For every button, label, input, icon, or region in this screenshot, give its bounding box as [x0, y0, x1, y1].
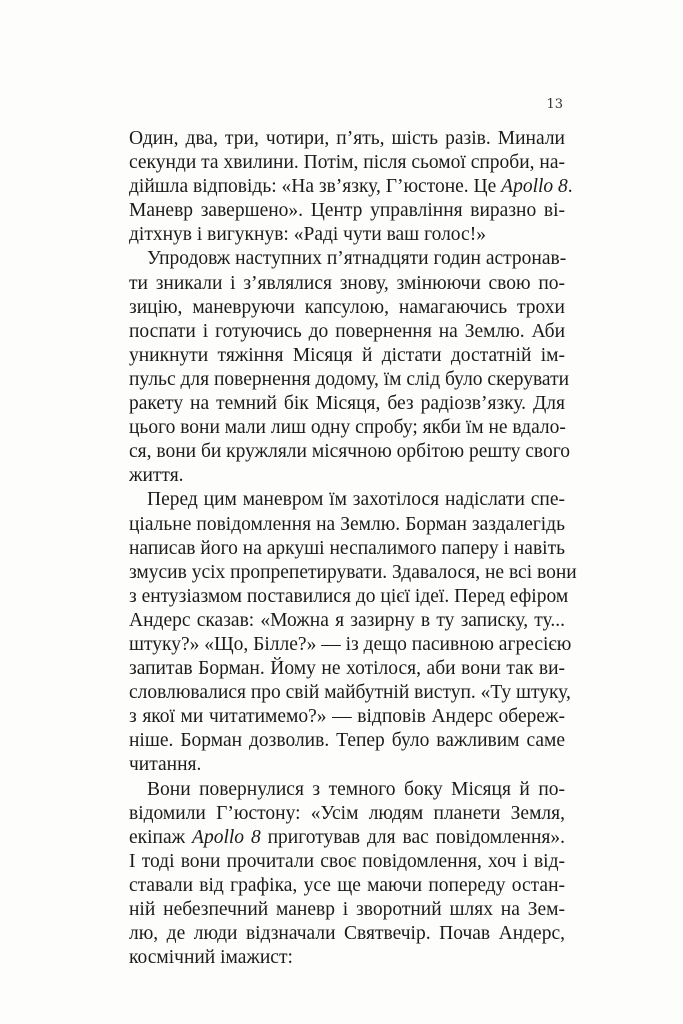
paragraph-3-line: штуку?» «Що, Білле?» — із дещо пасивною агресією	[129, 633, 572, 655]
paragraph-3-line: ніше. Борман дозволив. Тепер було важливим саме	[129, 730, 565, 752]
paragraph-3-line: Перед цим маневром їм захотілося надіслати спе-	[147, 489, 565, 511]
paragraph-4-line: екіпаж Apollo 8 приготував для вас повідомлення».	[129, 826, 565, 848]
paragraph-2-line: життя.	[129, 465, 184, 487]
paragraph-3-line: запитав Борман. Йому не хотілося, аби вони так ви-	[129, 658, 565, 680]
paragraph-2-line: уникнути тяжіння Місяця й дістати достатній ім-	[129, 344, 565, 366]
paragraph-4-line: ставали від графіка, усе ще маючи попереду остан-	[129, 874, 565, 896]
paragraph-2-line: Упродовж наступних п’ятнадцяти годин астронав-	[147, 248, 567, 270]
paragraph-2-line: пульс для повернення додому, їм слід було скерувати	[129, 368, 570, 390]
paragraph-3-line: змусив усіх пропрепетирувати. Здавалося, не всі вони	[129, 561, 577, 583]
paragraph-2-line: поспати і готуючись до повернення на Землю. Аби	[129, 320, 565, 342]
paragraph-3-line: словлювалися про свій майбутній виступ. «Ту штуку,	[129, 682, 571, 704]
paragraph-3-line: з якої ми читатимемо?» — відповів Андерс обереж-	[129, 706, 565, 728]
paragraph-4-line: лю, де люди відзначали Святвечір. Почав Андерс,	[129, 923, 565, 945]
paragraph-4-line: космічний імажист:	[129, 947, 293, 969]
paragraph-3-line: читання.	[129, 754, 202, 776]
paragraph-3-line: ціальне повідомлення на Землю. Борман заздалегідь	[129, 513, 565, 535]
paragraph-4-line: Вони повернулися з темного боку Місяця й по-	[147, 778, 565, 800]
paragraph-1-line: Маневр завершено». Центр управління виразно ві-	[129, 200, 565, 222]
paragraph-3-line: написав його на аркуші неспалимого паперу і навіть	[129, 537, 565, 559]
paragraph-1-line: секунди та хвилини. Потім, після сьомої спроби, на-	[129, 152, 565, 174]
body-text	[129, 127, 577, 970]
paragraph-2-line: ся, вони би кружляли місячною орбітою решту свого	[129, 441, 571, 463]
paragraph-2-line: зицію, маневруючи капсулою, намагаючись трохи	[129, 296, 565, 318]
paragraph-1-line: Один, два, три, чотири, п’ять, шість разів. Минали	[129, 128, 565, 149]
paragraph-4-line: ній небезпечний маневр і зворотний шлях на Зем-	[129, 899, 565, 920]
paragraph-2-line: цього вони мали лиш одну спробу; якби їм не вдало-	[129, 417, 566, 439]
paragraph-2-line: ракету на темний бік Місяця, без радіозв’язку. Для	[129, 393, 565, 415]
paragraph-1-line: дітхнув і вигукнув: «Раді чути ваш голос!»	[129, 224, 486, 246]
paragraph-3-line: Андерс сказав: «Можна я зазирну в ту записку, ту...	[129, 609, 565, 631]
paragraph-3-line: з ентузіазмом поставилися до цієї ідеї. Перед ефіром	[129, 585, 569, 607]
page-number: 13	[546, 97, 563, 112]
paragraph-1-line: дійшла відповідь: «На зв’язку, Г’юстоне. Це Apollo 8.	[129, 176, 573, 198]
paragraph-4-line: відомили Г’юстону: «Усім людям планети Земля,	[129, 802, 565, 824]
paragraph-4-line: І тоді вони прочитали своє повідомлення, хоч і від-	[129, 850, 565, 872]
paragraph-2-line: ти зникали і з’являлися знову, змінюючи свою по-	[129, 272, 565, 294]
